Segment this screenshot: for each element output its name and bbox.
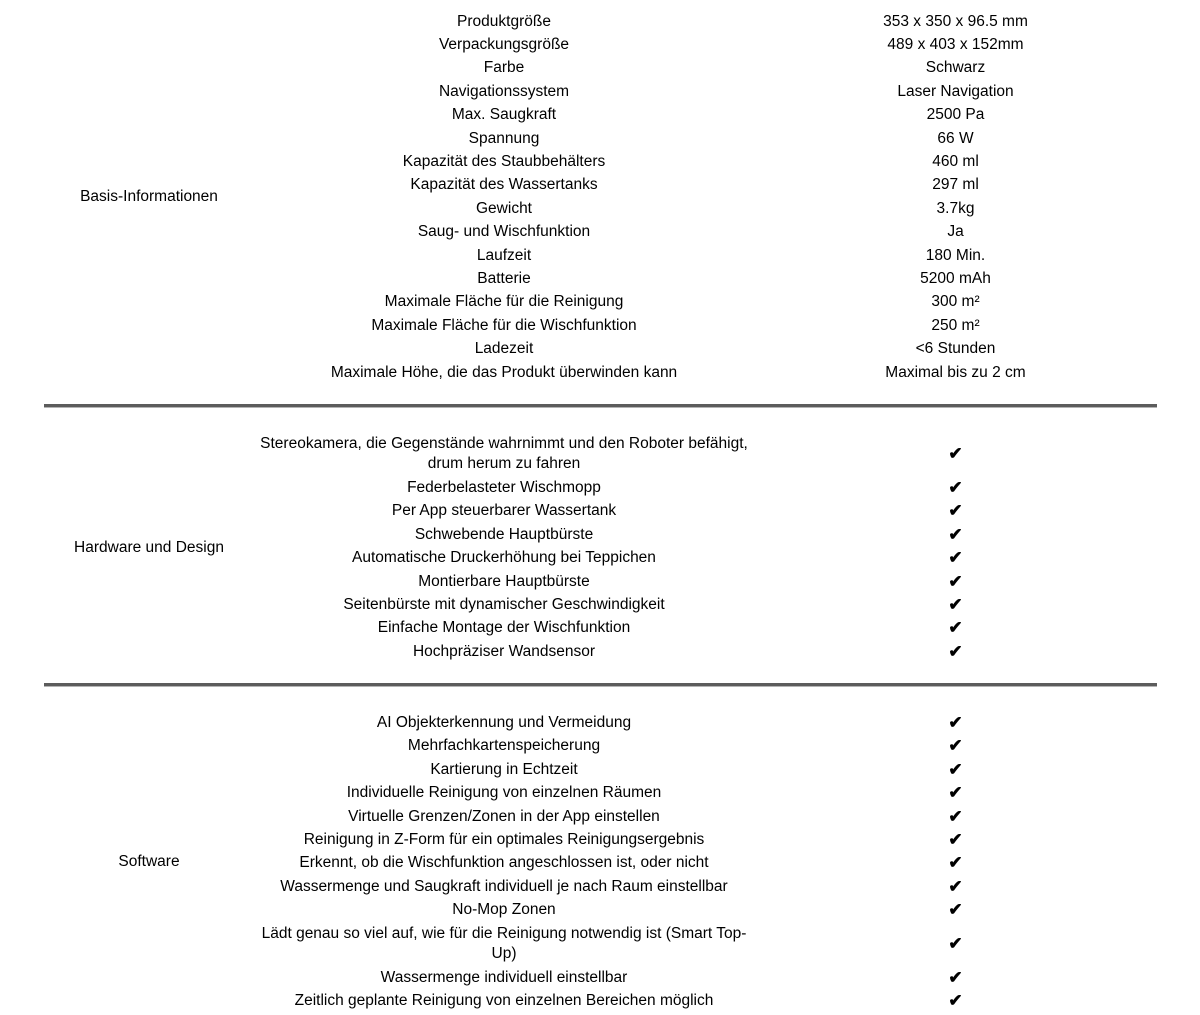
table-row bbox=[44, 432, 1157, 476]
feature-name: Per App steuerbarer Wassertank bbox=[391, 502, 617, 520]
feature-value: 3.7kg bbox=[936, 199, 975, 217]
check-icon: ✔ bbox=[948, 444, 963, 464]
check-icon: ✔ bbox=[948, 477, 963, 497]
check-icon: ✔ bbox=[948, 548, 963, 568]
feature-value: Maximal bis zu 2 cm bbox=[885, 363, 1026, 381]
section-label: Hardware und Design bbox=[74, 538, 224, 556]
feature-name: Einfache Montage der Wischfunktion bbox=[377, 619, 631, 637]
check-icon: ✔ bbox=[948, 990, 963, 1010]
feature-name: Wassermenge und Saugkraft individuell je nach Raum einstellbar bbox=[280, 877, 728, 895]
spec-table-hardware-und-design bbox=[44, 432, 1157, 663]
feature-name: Verpackungsgröße bbox=[438, 36, 570, 54]
feature-value: Schwarz bbox=[925, 59, 986, 77]
check-icon: ✔ bbox=[948, 806, 963, 826]
feature-name: Maximale Höhe, die das Produkt überwinden kann bbox=[330, 363, 678, 381]
check-icon: ✔ bbox=[948, 618, 963, 638]
feature-name: AI Objekterkennung und Vermeidung bbox=[376, 714, 632, 732]
check-icon: ✔ bbox=[948, 571, 963, 591]
check-icon: ✔ bbox=[948, 830, 963, 850]
check-icon: ✔ bbox=[948, 524, 963, 544]
check-icon: ✔ bbox=[948, 713, 963, 733]
feature-name: Schwebende Hauptbürste bbox=[414, 525, 594, 543]
feature-name: Maximale Fläche für die Wischfunktion bbox=[371, 316, 637, 334]
feature-name: Montierbare Hauptbürste bbox=[418, 572, 590, 590]
feature-name: Farbe bbox=[483, 59, 525, 77]
spec-table-basis-informationen bbox=[44, 10, 1157, 384]
feature-name: Kapazität des Staubbehälters bbox=[402, 153, 606, 171]
feature-value: 489 x 403 x 152mm bbox=[887, 36, 1024, 54]
feature-name: Maximale Fläche für die Reinigung bbox=[384, 293, 624, 311]
feature-name: Kartierung in Echtzeit bbox=[430, 760, 578, 778]
feature-value: 297 ml bbox=[932, 176, 979, 194]
section-divider bbox=[44, 404, 1157, 408]
feature-name: Navigationssystem bbox=[438, 82, 570, 100]
feature-name: Hochpräziser Wandsensor bbox=[412, 642, 596, 660]
feature-value: 180 Min. bbox=[925, 246, 986, 264]
feature-name: Saug- und Wischfunktion bbox=[417, 223, 591, 241]
check-icon: ✔ bbox=[948, 594, 963, 614]
feature-value: 300 m² bbox=[931, 293, 980, 311]
feature-name: Reinigung in Z-Form für ein optimales Reinigungsergebnis bbox=[303, 831, 705, 849]
feature-name: Individuelle Reinigung von einzelnen Räumen bbox=[346, 784, 662, 802]
feature-value: Ja bbox=[947, 223, 964, 241]
section-label: Software bbox=[118, 853, 180, 871]
feature-value: Laser Navigation bbox=[897, 82, 1014, 100]
feature-name: Gewicht bbox=[476, 199, 532, 217]
check-icon: ✔ bbox=[948, 853, 963, 873]
feature-name: Lädt genau so viel auf, wie für die Reinigung notwendig ist (Smart Top-Up) bbox=[261, 924, 747, 962]
feature-value: 5200 mAh bbox=[920, 269, 991, 287]
check-icon: ✔ bbox=[948, 501, 963, 521]
check-icon: ✔ bbox=[948, 783, 963, 803]
check-icon: ✔ bbox=[948, 641, 963, 661]
feature-name: Spannung bbox=[468, 129, 540, 147]
feature-name: Seitenbürste mit dynamischer Geschwindigkeit bbox=[343, 595, 665, 613]
feature-value: <6 Stunden bbox=[915, 340, 996, 358]
feature-value: 460 ml bbox=[932, 153, 979, 171]
spec-table-software bbox=[44, 711, 1157, 1012]
feature-value: 250 m² bbox=[931, 316, 980, 334]
feature-value: 2500 Pa bbox=[926, 106, 985, 124]
feature-value: 66 W bbox=[937, 129, 974, 147]
check-icon: ✔ bbox=[948, 900, 963, 920]
check-icon: ✔ bbox=[948, 967, 963, 987]
feature-name: Erkennt, ob die Wischfunktion angeschlossen ist, oder nicht bbox=[299, 854, 709, 872]
feature-name: Virtuelle Grenzen/Zonen in der App einstellen bbox=[348, 807, 660, 825]
feature-name: No-Mop Zonen bbox=[452, 901, 556, 919]
feature-name: Kapazität des Wassertanks bbox=[410, 176, 598, 194]
feature-name: Mehrfachkartenspeicherung bbox=[407, 737, 601, 755]
feature-name: Max. Saugkraft bbox=[451, 106, 557, 124]
table-row bbox=[44, 10, 1157, 33]
check-icon: ✔ bbox=[948, 759, 963, 779]
feature-value: 353 x 350 x 96.5 mm bbox=[883, 12, 1028, 30]
check-icon: ✔ bbox=[948, 933, 963, 953]
check-icon: ✔ bbox=[948, 736, 963, 756]
feature-name: Batterie bbox=[477, 269, 531, 287]
check-icon: ✔ bbox=[948, 876, 963, 896]
feature-name: Federbelasteter Wischmopp bbox=[407, 478, 601, 496]
section-divider bbox=[44, 683, 1157, 687]
feature-name: Produktgröße bbox=[457, 12, 551, 30]
table-row bbox=[44, 711, 1157, 734]
section-label: Basis-Informationen bbox=[80, 188, 218, 206]
feature-name: Zeitlich geplante Reinigung von einzelnen Bereichen möglich bbox=[294, 991, 714, 1009]
feature-name: Automatische Druckerhöhung bei Teppichen bbox=[352, 549, 656, 567]
feature-name: Stereokamera, die Gegenstände wahrnimmt und den Roboter befähigt, drum herum zu fahren bbox=[260, 435, 748, 473]
feature-name: Wassermenge individuell einstellbar bbox=[380, 968, 628, 986]
feature-name: Ladezeit bbox=[474, 340, 534, 358]
feature-name: Laufzeit bbox=[476, 246, 532, 264]
